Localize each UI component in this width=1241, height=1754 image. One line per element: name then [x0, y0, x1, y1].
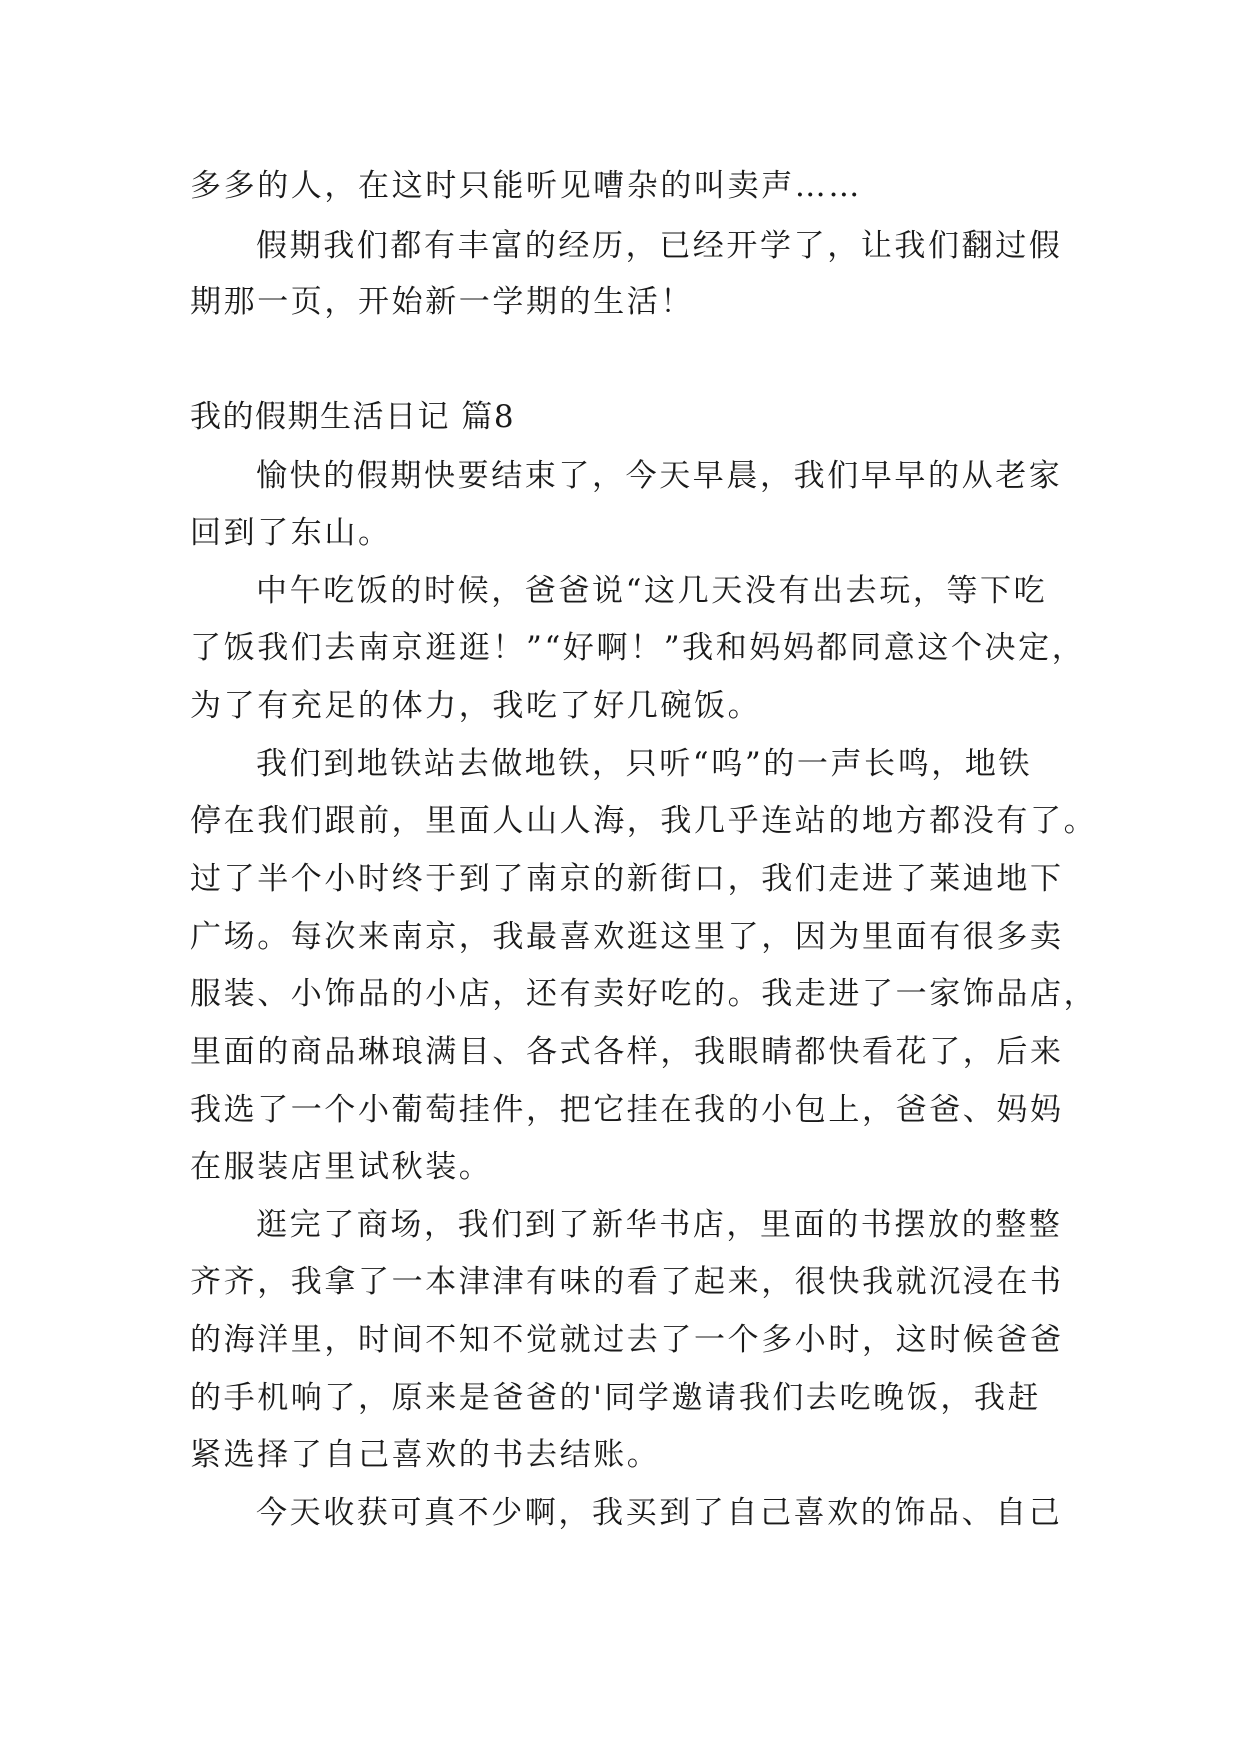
- text-line: 了饭我们去南京逛逛！”“好啊！”我和妈妈都同意这个决定，: [190, 630, 1086, 666]
- text-line: 停在我们跟前，里面人山人海，我几乎连站的地方都没有了。: [190, 803, 1098, 839]
- paragraph-first-line: 我们到地铁站去做地铁，只听“呜”的一声长鸣，地铁: [256, 746, 1033, 782]
- text-line: 我选了一个小葡萄挂件，把它挂在我的小包上，爸爸、妈妈: [190, 1092, 1064, 1128]
- text-line: 广场。每次来南京，我最喜欢逛这里了，因为里面有很多卖: [190, 919, 1064, 955]
- text-line: 多多的人，在这时只能听见嘈杂的叫卖声……: [190, 168, 862, 204]
- text-line: 里面的商品琳琅满目、各式各样，我眼睛都快看花了，后来: [190, 1034, 1064, 1070]
- text-line: 回到了东山。: [190, 515, 392, 551]
- text-line: 的海洋里，时间不知不觉就过去了一个多小时，这时候爸爸: [190, 1322, 1064, 1358]
- paragraph-first-line: 逛完了商场，我们到了新华书店，里面的书摆放的整整: [256, 1207, 1063, 1243]
- text-line: 过了半个小时终于到了南京的新街口，我们走进了莱迪地下: [190, 861, 1064, 897]
- text-line: 紧选择了自己喜欢的书去结账。: [190, 1437, 661, 1473]
- paragraph-first-line: 假期我们都有丰富的经历，已经开学了，让我们翻过假: [256, 228, 1063, 264]
- paragraph-first-line: 愉快的假期快要结束了，今天早晨，我们早早的从老家: [256, 458, 1063, 494]
- text-line: 期那一页，开始新一学期的生活！: [190, 284, 694, 320]
- text-line: 的手机响了，原来是爸爸的'同学邀请我们去吃晚饭，我赶: [190, 1380, 1042, 1416]
- paragraph-first-line: 中午吃饭的时候，爸爸说“这几天没有出去玩，等下吃: [256, 573, 1048, 609]
- section-heading: 我的假期生活日记 篇8: [190, 399, 516, 435]
- text-line: 服装、小饰品的小店，还有卖好吃的。我走进了一家饰品店，: [190, 976, 1098, 1012]
- paragraph-first-line: 今天收获可真不少啊，我买到了自己喜欢的饰品、自己: [256, 1495, 1063, 1531]
- text-line: 为了有充足的体力，我吃了好几碗饭。: [190, 688, 762, 724]
- text-line: 在服装店里试秋装。: [190, 1149, 493, 1185]
- text-line: 齐齐，我拿了一本津津有味的看了起来，很快我就沉浸在书: [190, 1264, 1064, 1300]
